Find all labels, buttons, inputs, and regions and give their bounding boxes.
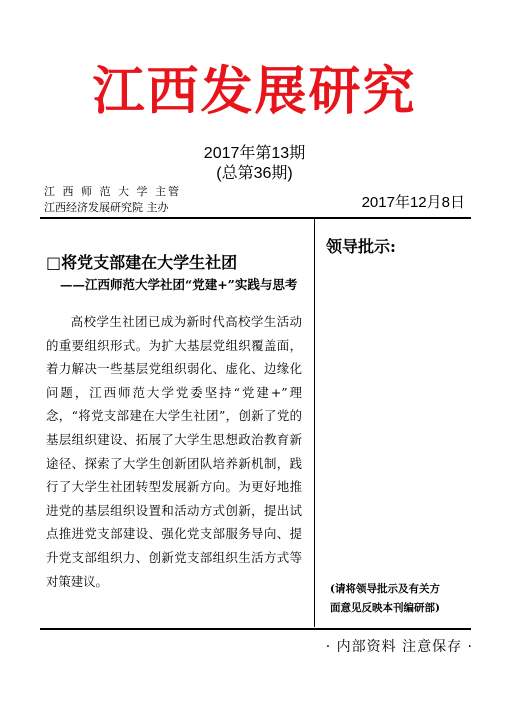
issue-number: 2017年第13期 bbox=[203, 145, 306, 162]
article-title: □将党支部建在大学生社团 bbox=[46, 253, 238, 272]
header-divider bbox=[40, 217, 471, 219]
masthead-title: 江西发展研究 bbox=[92, 62, 417, 122]
publisher-supervisor: 江 西 师 范 大 学 主管 bbox=[44, 185, 181, 198]
leader-instructions-note bbox=[330, 580, 470, 618]
note-line-1: (请将领导批示及有关方 bbox=[330, 583, 440, 595]
note-line-2: 面意见反映本刊编研部) bbox=[330, 602, 440, 614]
issue-total-number: (总第36期) bbox=[216, 165, 293, 182]
leader-instructions-title: 领导批示: bbox=[326, 237, 396, 256]
footer-notice: · 内部资料 注意保存 · bbox=[325, 639, 473, 655]
publication-date: 2017年12月8日 bbox=[361, 194, 465, 211]
article-subtitle: ——江西师范大学社团“党建+”实践与思考 bbox=[60, 277, 298, 292]
column-divider bbox=[314, 218, 315, 627]
article-body: 高校学生社团已成为新时代高校学生活动的重要组织形式。为扩大基层党组织覆盖面，着力解决一些基层党组织弱化、虚化、边缘化问题，江西师范大学党委坚持“党建+”理念，“将党支部建在大学生社团”，创新了党的基层组织建设、拓展了大学生思想政治教育新途径、探索了大学生创新团队培养新机制，践行了大学生社团转型发展新方向。为更好地推进党的基层组织设置和活动方式创新，提出试点推进党支部建设、强化党支部服务导向、提升党支部组织力、创新党支部组织生活方式等对策建议。 bbox=[46, 314, 302, 589]
footer-divider bbox=[40, 628, 471, 630]
publisher-organizer: 江西经济发展研究院 主办 bbox=[44, 201, 169, 214]
